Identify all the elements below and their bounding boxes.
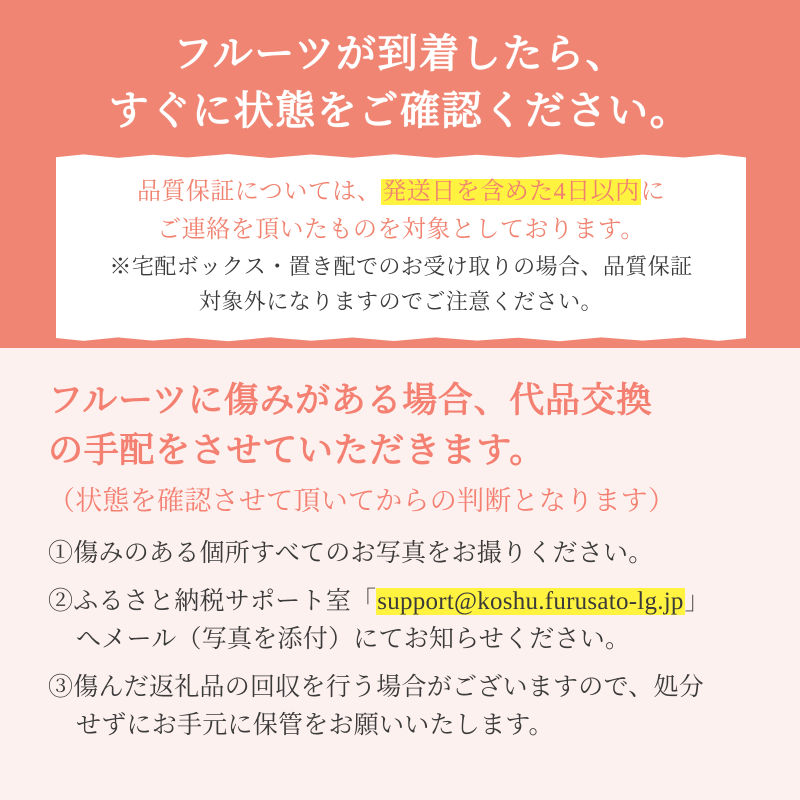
support-email[interactable]: support@koshu.furusato-lg.jp [377,588,684,616]
banner-heading-line-2: すぐに状態をご確認ください。 [108,87,692,133]
section-heading-line-1: フルーツに傷みがある場合、代品交換 [48,381,653,420]
instruction-3-subline: せずにお手元に保管をお願いいたします。 [76,712,554,740]
section-heading-line-2: の手配をさせていただきます。 [48,431,546,471]
list-item [48,669,756,745]
section-heading [48,376,756,477]
instruction-3-text: ③傷んだ返礼品の回収を行う場合がございますので、処分 [48,674,705,702]
callout-line-2: ご連絡を頂いたものを対象としております。 [157,216,645,243]
list-item [48,535,756,573]
instruction-list [48,535,756,745]
callout-line-1-suffix: に [640,179,666,205]
instruction-2-prefix: ②ふるさと納税サポート室「 [48,588,377,616]
banner-heading-line-1: フルーツが到着したら、 [172,31,628,76]
callout-note-line-2: 対象外になりますのでご注意ください。 [199,288,603,314]
instruction-2-suffix: 」 [684,588,710,616]
section-subheading: （状態を確認させて頂いてからの判断となります） [48,485,676,516]
instruction-1-text: ①傷みのある個所すべてのお写真をお撮りください。 [48,540,654,568]
callout-line-1 [66,174,736,212]
banner-heading [20,26,780,140]
callout-highlight-deadline: 発送日を含めた4日以内 [382,179,640,205]
quality-guarantee-callout [56,158,746,337]
top-banner [0,0,800,348]
callout-note-line-1: ※宅配ボックス・置き配でのお受け取りの場合、品質保証 [109,253,693,279]
list-item [48,583,756,659]
replacement-section [0,348,800,800]
callout-line-1-prefix: 品質保証については、 [136,179,382,205]
instruction-2-subline: へメール（写真を添付）にてお知らせください。 [76,626,631,654]
